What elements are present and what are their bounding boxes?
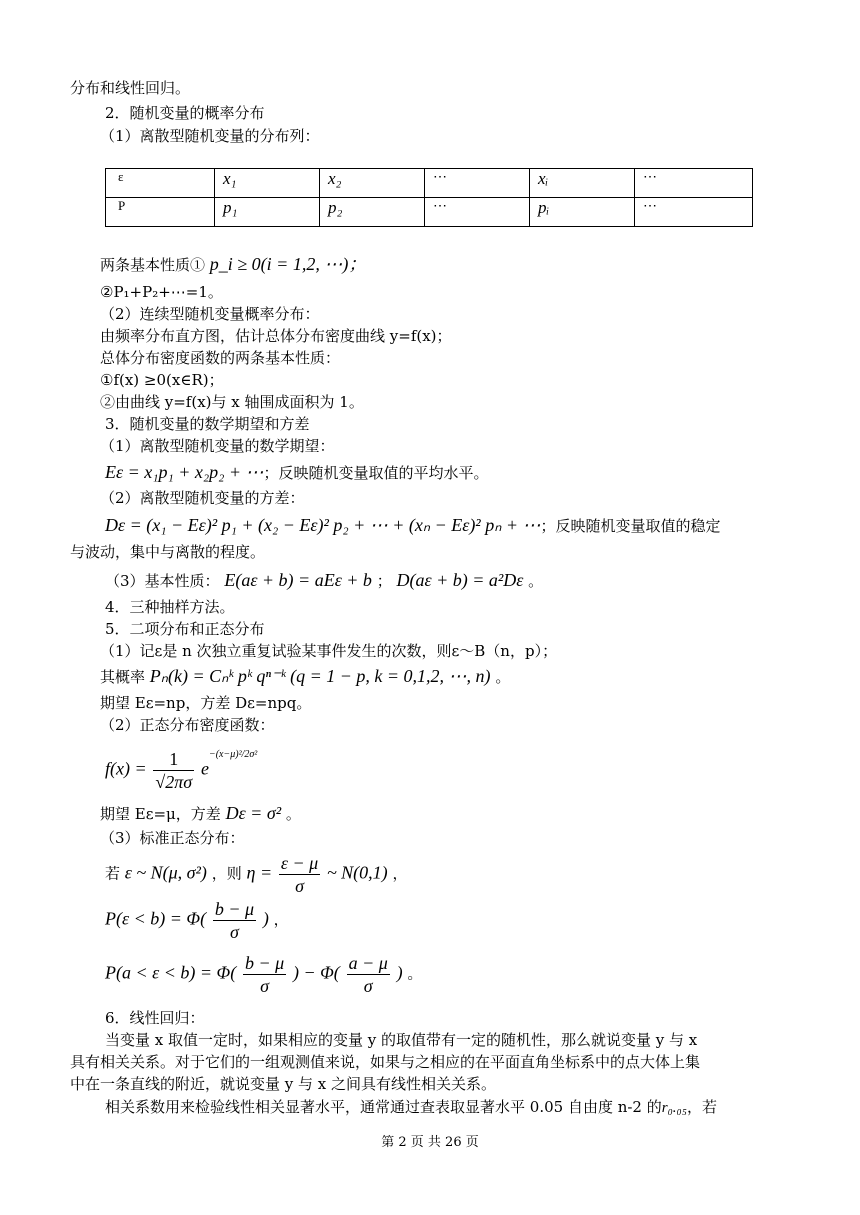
subsection-heading: （1）离散型随机变量的分布列： — [100, 127, 320, 145]
text-line: 当变量 x 取值一定时，如果相应的变量 y 的取值带有一定的随机性，那么就说变量 y 与 x — [105, 1031, 698, 1049]
text-span: 。 — [407, 964, 423, 983]
subsection-heading: （2）正态分布密度函数： — [100, 716, 275, 734]
formula: e — [200, 758, 209, 779]
table-row — [106, 198, 753, 227]
subsection-heading: （3）标准正态分布： — [100, 829, 245, 847]
table-cell: ⋯ — [635, 198, 753, 227]
table-cell: p₁ — [215, 198, 320, 227]
text-line — [105, 570, 543, 591]
section-heading: 3．随机变量的数学期望和方差 — [105, 415, 310, 433]
section-heading: 5．二项分布和正态分布 — [105, 620, 265, 638]
formula-block — [105, 952, 422, 997]
section-heading: 6．线性回归： — [105, 1009, 205, 1027]
text-line: （1）记ε是 n 次独立重复试验某事件发生的次数，则ε～B（n，p）； — [100, 642, 558, 660]
text-span: ；反映随机变量取值的平均水平。 — [263, 464, 489, 482]
text-span: 。 — [495, 668, 511, 686]
formula: p_i ≥ 0(i = 1,2, ⋯)； — [209, 254, 367, 274]
table-cell: P — [106, 198, 215, 227]
section-heading: 2．随机变量的概率分布 — [105, 104, 265, 122]
subsection-heading: （2）离散型随机变量的方差： — [100, 489, 305, 507]
numerator: b − μ — [214, 899, 255, 919]
denominator: σ — [295, 876, 304, 896]
formula: Dε = σ² — [225, 803, 282, 823]
page-footer: 第 2 页 共 26 页 — [381, 1135, 479, 1150]
exponent: −(x−μ)²/2σ² — [208, 748, 258, 760]
text-line: 期望 Eε=np，方差 Dε=npq。 — [100, 694, 312, 712]
text-line — [100, 666, 510, 687]
text-line: ②由曲线 y=f(x)与 x 轴围成面积为 1。 — [100, 393, 364, 411]
fraction — [213, 898, 256, 943]
text-line: ①f(x) ≥0(x∈R)； — [100, 371, 224, 389]
numerator: b − μ — [245, 953, 285, 973]
table-cell: pᵢ — [530, 198, 635, 227]
numerator: 1 — [153, 748, 194, 771]
formula: η = — [246, 862, 273, 883]
table-cell: ε — [106, 169, 215, 198]
formula: Eε = x₁p₁ + x₂p₂ + ⋯ — [105, 462, 264, 482]
formula-block — [105, 748, 257, 793]
denominator: √2πσ — [155, 772, 193, 792]
section-heading: 4．三种抽样方法。 — [105, 598, 235, 616]
table-cell: ⋯ — [635, 169, 753, 198]
formula: P(a < ε < b) = Φ( — [105, 962, 237, 983]
table-cell: p₂ — [320, 198, 425, 227]
text-span: ， — [273, 910, 289, 929]
text-line — [105, 462, 489, 483]
table-cell: ⋯ — [425, 169, 530, 198]
text-line: 由频率分布直方图，估计总体分布密度曲线 y=f(x)； — [100, 327, 452, 345]
formula: E(aε + b) = aEε + b — [224, 570, 372, 590]
text-span: 若 — [105, 864, 121, 883]
subsection-heading: （2）连续型随机变量概率分布： — [100, 305, 320, 323]
text-line: 与波动，集中与离散的程度。 — [70, 543, 266, 561]
text-span: ； — [376, 572, 392, 590]
denominator: σ — [363, 976, 373, 996]
table-cell: ⋯ — [425, 198, 530, 227]
text-line: ②P₁+P₂+⋯=1。 — [100, 283, 223, 301]
text-span: 。 — [528, 572, 544, 590]
formula: ) − Φ( — [292, 962, 340, 983]
fraction — [279, 852, 320, 897]
text-span: ， — [392, 864, 408, 883]
text-span: （3）基本性质： — [105, 572, 220, 590]
text-line — [100, 803, 301, 824]
numerator: a − μ — [348, 953, 388, 973]
table-cell: xᵢ — [530, 169, 635, 198]
formula: D(aε + b) = a²Dε — [396, 570, 524, 590]
fraction — [153, 748, 194, 793]
text-span: 期望 Eε=μ，方差 — [100, 805, 221, 823]
formula: r₀.₀₅ — [661, 1100, 687, 1116]
text-line: 具有相关关系。对于它们的一组观测值来说，如果与之相应的在平面直角坐标系中的点大体上集 — [70, 1053, 701, 1071]
text-line: 中在一条直线的附近，就说变量 y 与 x 之间具有线性相关关系。 — [70, 1075, 497, 1093]
subsection-heading: （1）离散型随机变量的数学期望： — [100, 437, 335, 455]
text-span: 相关系数用来检验线性相关显著水平，通常通过查表取显著水平 0.05 自由度 n-2 的 — [105, 1098, 662, 1116]
text-line: 总体分布密度函数的两条基本性质： — [100, 349, 341, 367]
formula: Dε = (x₁ − Eε)² p₁ + (x₂ − Eε)² p₂ + ⋯ + (xₙ − Eε)² pₙ + ⋯ — [105, 515, 541, 535]
numerator: ε − μ — [280, 853, 319, 873]
text-line — [105, 515, 721, 536]
text-line — [100, 254, 366, 275]
formula: ε ~ N(μ, σ²) — [124, 862, 207, 883]
formula: ) — [396, 962, 403, 983]
table-cell: x₂ — [320, 169, 425, 198]
text-span: ，若 — [686, 1098, 717, 1116]
denominator: σ — [230, 922, 239, 942]
formula: f(x) = — [105, 758, 147, 779]
formula: P(ε < b) = Φ( — [105, 908, 207, 929]
text-span: 两条基本性质① — [100, 256, 206, 274]
text-span: 其概率 — [100, 668, 146, 686]
formula: ) — [262, 908, 269, 929]
formula-block — [105, 852, 407, 897]
text-span: 。 — [285, 805, 301, 823]
formula: Pₙ(k) = Cₙᵏ pᵏ qⁿ⁻ᵏ (q = 1 − p, k = 0,1,2, ⋯, n) — [149, 666, 491, 686]
table-row — [106, 169, 753, 198]
text-line: 分布和线性回归。 — [70, 79, 191, 97]
formula: ~ N(0,1) — [326, 862, 388, 883]
table-cell: x₁ — [215, 169, 320, 198]
text-span: ，则 — [211, 864, 242, 883]
denominator: σ — [260, 976, 270, 996]
distribution-table — [105, 168, 753, 227]
text-span: ；反映随机变量取值的稳定 — [540, 517, 721, 535]
fraction — [243, 952, 286, 997]
fraction — [347, 952, 390, 997]
text-line — [105, 1097, 717, 1118]
formula-block — [105, 898, 289, 943]
